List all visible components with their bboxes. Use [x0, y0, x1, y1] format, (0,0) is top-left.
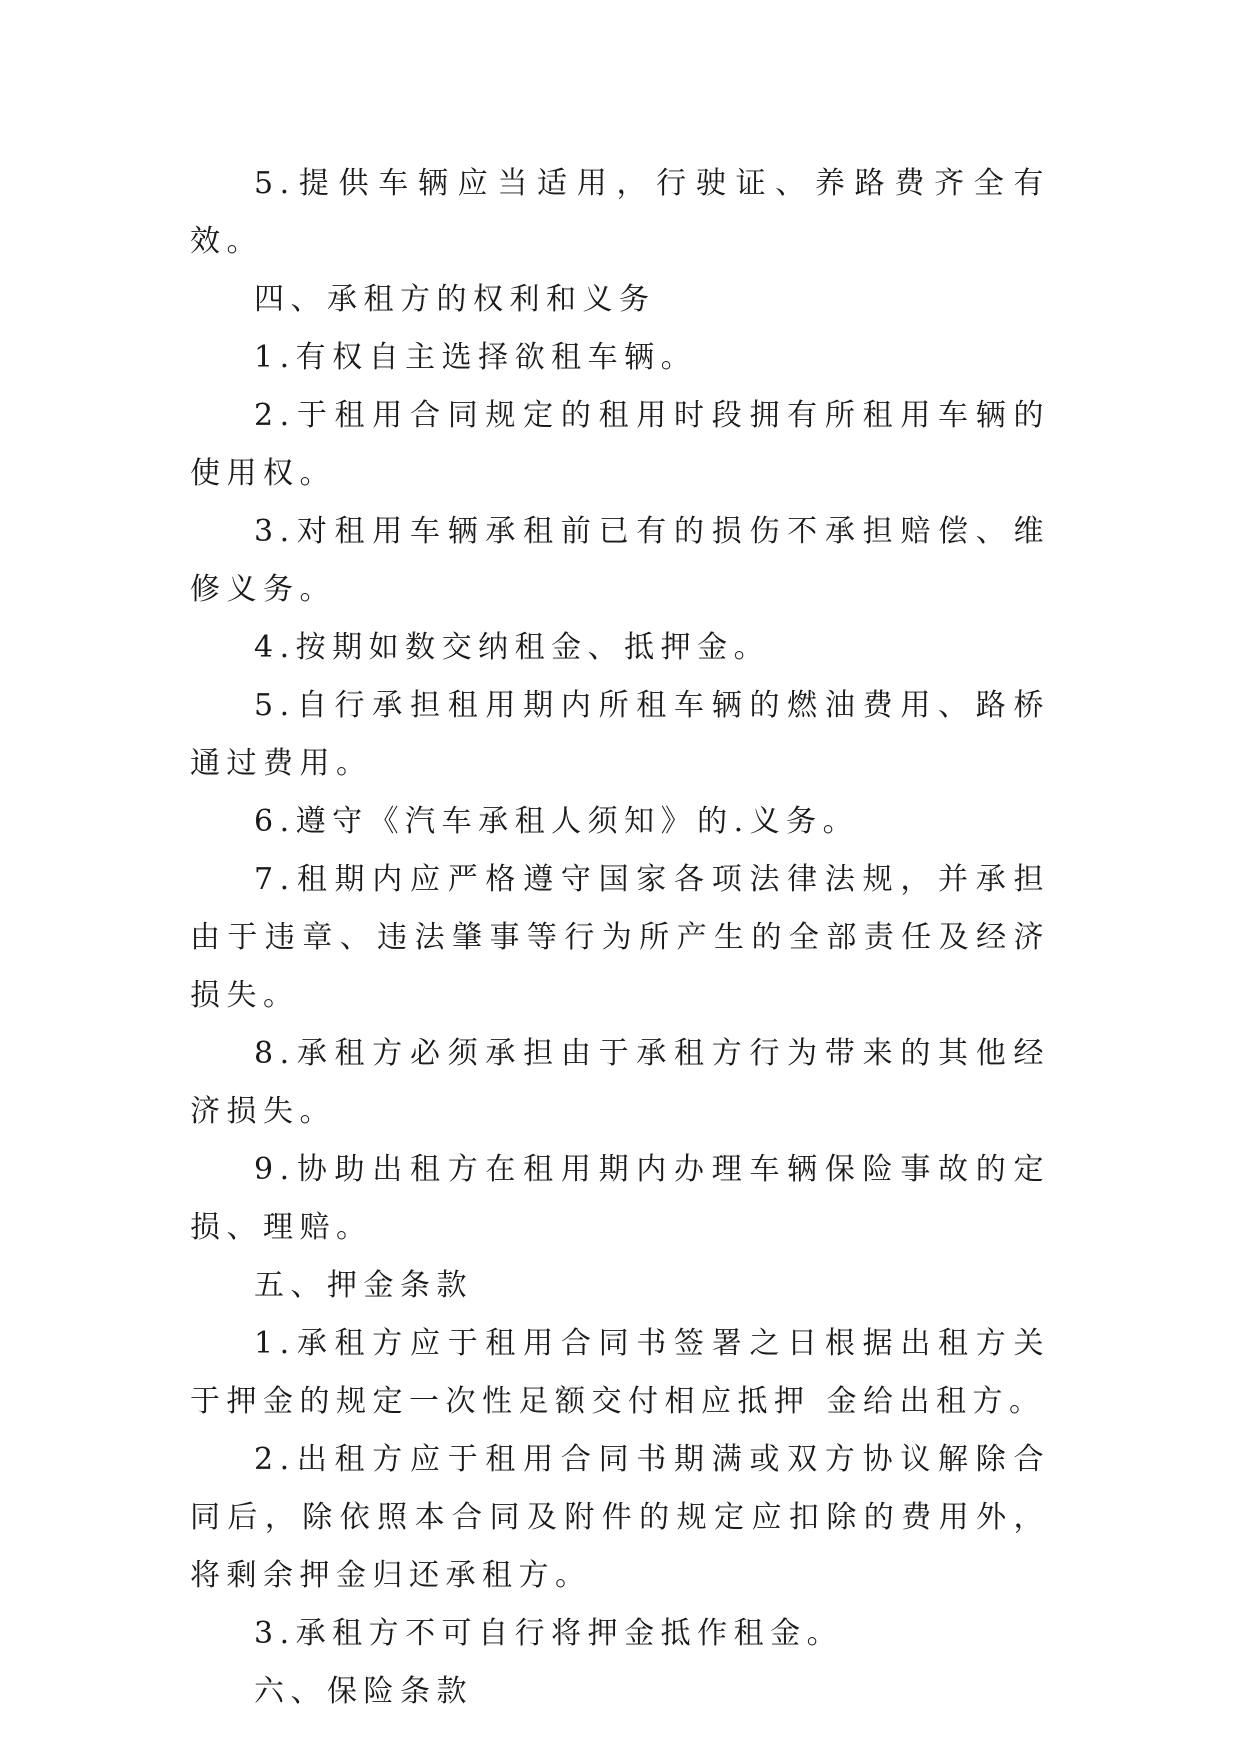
paragraph-deposit-2: 2.出租方应于租用合同书期满或双方协议解除合同后，除依照本合同及附件的规定应扣除的费用外，将剩余押金归还承租方。 [190, 1442, 1050, 1593]
paragraph-lessee-right-2: 2.于租用合同规定的租用时段拥有所租用车辆的使用权。 [190, 398, 1050, 491]
section-heading-deposit: 五、押金条款 [254, 1268, 473, 1303]
paragraph-deposit-3: 3.承租方不可自行将押金抵作租金。 [254, 1616, 844, 1651]
paragraph-deposit-1: 1.承租方应于租用合同书签署之日根据出租方关于押金的规定一次性足额交付相应抵押 金给出租方。 [190, 1326, 1050, 1419]
paragraph-lessee-right-6: 6.遵守《汽车承租人须知》的.义务。 [254, 804, 860, 839]
paragraph-lessee-right-1: 1.有权自主选择欲租车辆。 [254, 340, 698, 375]
paragraph-lessee-right-4: 4.按期如数交纳租金、抵押金。 [254, 630, 771, 665]
section-heading-lessee-rights: 四、承租方的权利和义务 [254, 282, 656, 317]
paragraph-lessee-right-9: 9.协助出租方在租用期内办理车辆保险事故的定损、理赔。 [190, 1152, 1050, 1245]
section-heading-insurance: 六、保险条款 [254, 1674, 473, 1709]
document-body [190, 155, 1050, 1721]
paragraph-lessor-duty-5: 5.提供车辆应当适用，行驶证、养路费齐全有效。 [190, 166, 1050, 259]
paragraph-lessee-right-7: 7.租期内应严格遵守国家各项法律法规，并承担由于违章、违法肇事等行为所产生的全部责任及经济损失。 [190, 862, 1050, 1013]
paragraph-lessee-right-3: 3.对租用车辆承租前已有的损伤不承担赔偿、维修义务。 [190, 514, 1050, 607]
paragraph-lessee-right-8: 8.承租方必须承担由于承租方行为带来的其他经济损失。 [190, 1036, 1050, 1129]
paragraph-lessee-right-5: 5.自行承担租用期内所租车辆的燃油费用、路桥通过费用。 [190, 688, 1050, 781]
